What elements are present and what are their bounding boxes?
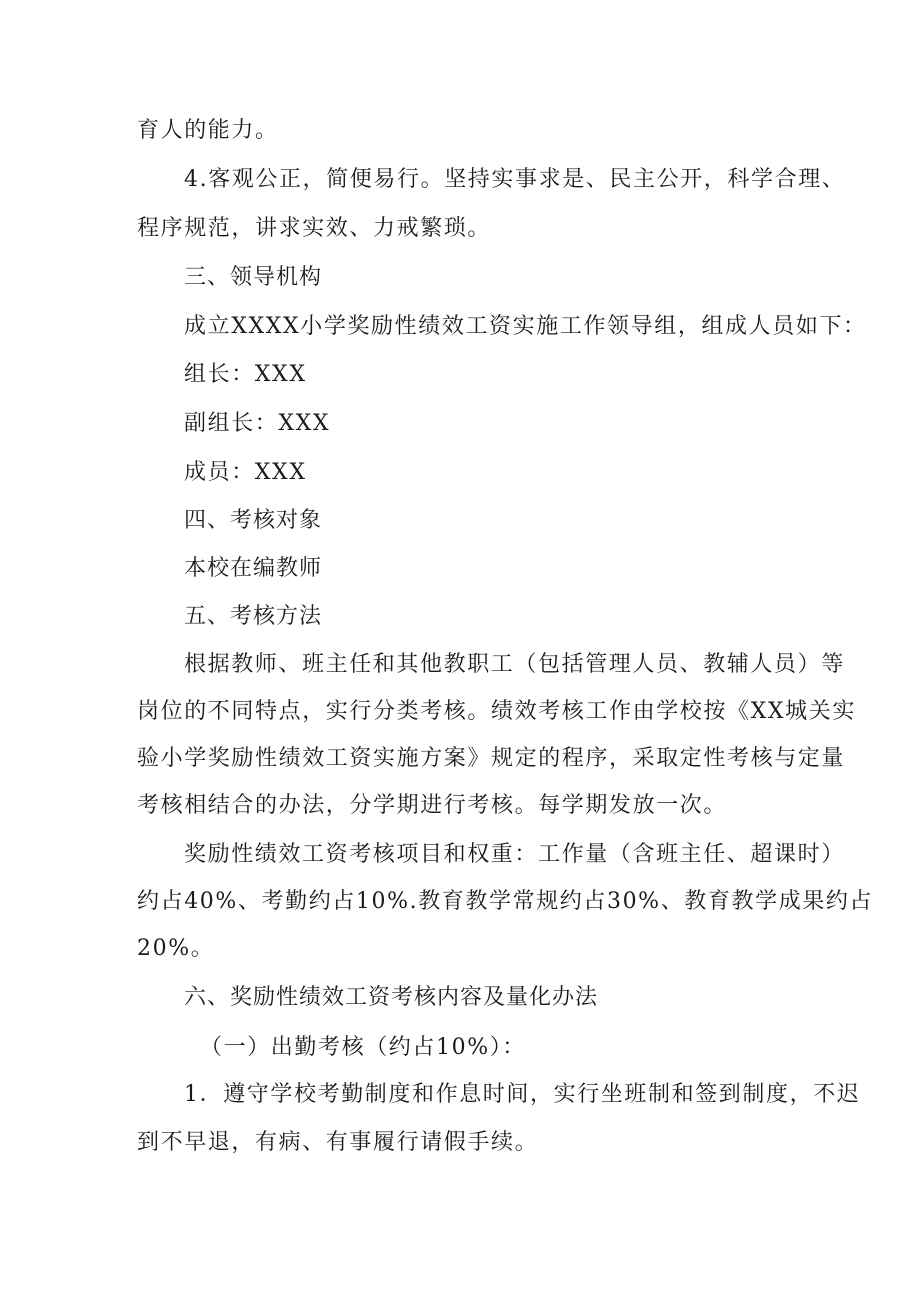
paragraph-line: 根据教师、班主任和其他教职工（包括管理人员、教辅人员）等 bbox=[184, 652, 845, 677]
paragraph-line: 约占40%、考勤约占10%.教育教学常规约占30%、教育教学成果约占 bbox=[137, 889, 874, 914]
paragraph-line: 验小学奖励性绩效工资实施方案》规定的程序，采取定性考核与定量 bbox=[137, 746, 846, 771]
paragraph-line: 到不早退，有病、有事履行请假手续。 bbox=[137, 1130, 539, 1155]
paragraph-line: 4.客观公正，简便易行。坚持实事求是、民主公开，科学合理、 bbox=[184, 167, 846, 192]
paragraph-line: 20%。 bbox=[137, 936, 215, 961]
paragraph-line: 育人的能力。 bbox=[137, 118, 279, 143]
paragraph-line: 岗位的不同特点，实行分类考核。绩效考核工作由学校按《XX城关实 bbox=[137, 699, 856, 724]
paragraph-line: 1．遵守学校考勤制度和作息时间，实行坐班制和签到制度，不迟 bbox=[184, 1082, 861, 1107]
paragraph-line: 成立XXXX小学奖励性绩效工资实施工作领导组，组成人员如下： bbox=[184, 314, 867, 339]
paragraph-line: 考核相结合的办法，分学期进行考核。每学期发放一次。 bbox=[137, 793, 728, 818]
section-heading-targets: 四、考核对象 bbox=[184, 508, 323, 533]
subsection-heading-attendance: （一）出勤考核（约占10%）： bbox=[200, 1035, 526, 1060]
section-heading-method: 五、考核方法 bbox=[184, 604, 323, 629]
group-leader-line: 组长：XXX bbox=[184, 362, 307, 387]
deputy-leader-line: 副组长：XXX bbox=[184, 411, 331, 436]
members-line: 成员：XXX bbox=[184, 460, 307, 485]
paragraph-line: 奖励性绩效工资考核项目和权重：工作量（含班主任、超课时） bbox=[184, 842, 845, 867]
section-heading-content: 六、奖励性绩效工资考核内容及量化办法 bbox=[184, 985, 599, 1010]
section-heading-leadership: 三、领导机构 bbox=[184, 265, 323, 290]
targets-text: 本校在编教师 bbox=[184, 556, 323, 581]
paragraph-line: 程序规范，讲求实效、力戒繁琐。 bbox=[137, 216, 492, 241]
